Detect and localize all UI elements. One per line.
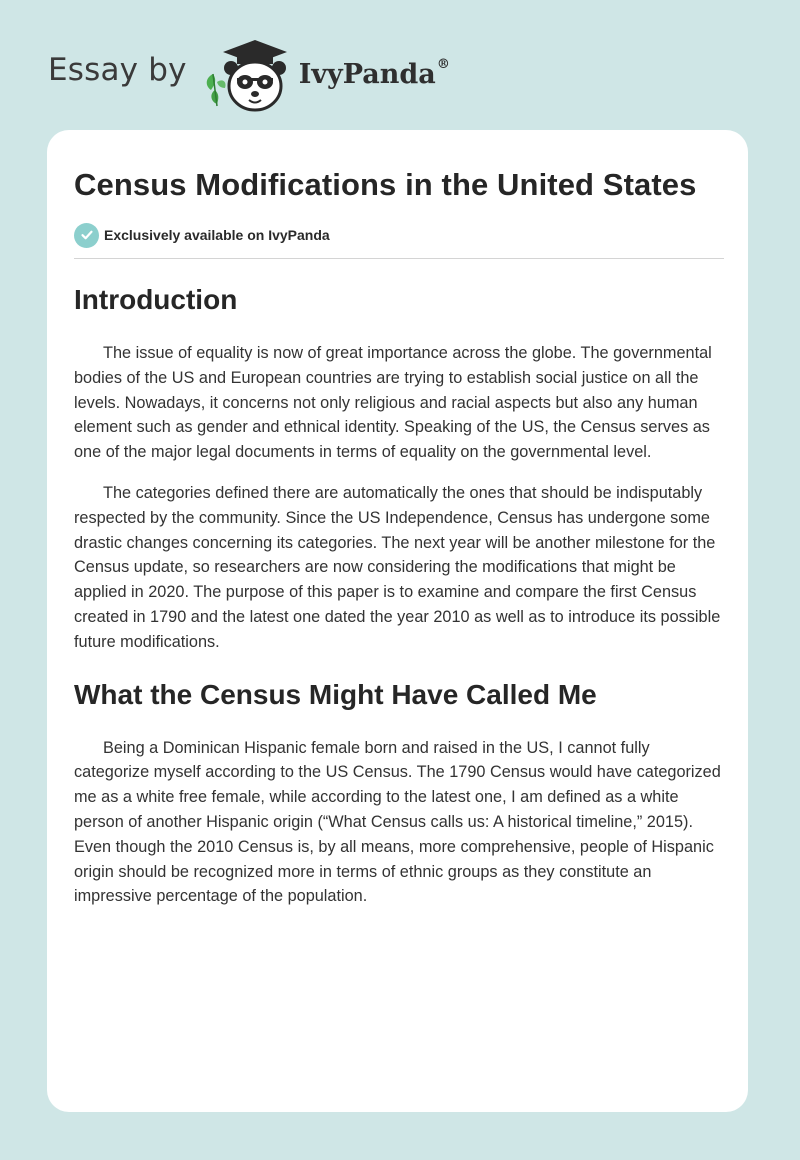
paragraph: Being a Dominican Hispanic female born and raised in the US, I cannot fully categorize myself according to the US Census. The 1790 Census would have categorized me as a white free female, while according to the latest one, I am defined as a white person of another Hispanic origin (“What Census calls us: A historical timeline,” 2015). Even though the 2010 Census is, by all means, more comprehensive, people of Hispanic origin should be recognized more in terms of ethnic groups as they constitute an impressive percentage of the population. [74, 738, 721, 906]
brand-label: IvyPanda [298, 58, 436, 90]
essay-content [74, 130, 724, 909]
essay-by-label: Essay by [48, 52, 187, 88]
page-title: Census Modifications in the United States [74, 167, 697, 202]
paragraph: The issue of equality is now of great importance across the globe. The governmental bodies of the US and European countries are trying to establish social justice on all the levels. Nowadays, it concerns not only religious and racial aspects but also any human element such as gender and ethnical identity. Speaking of the US, the Census serves as one of the major legal documents in terms of equality on the governmental level. [74, 344, 712, 462]
section-heading-introduction: Introduction [74, 284, 238, 315]
divider [74, 258, 724, 259]
essay-card [47, 130, 748, 1112]
paragraph: The categories defined there are automatically the ones that should be indisputably respected by the community. Since the US Independence, Census has undergone some drastic changes concerning its categories. The next year will be another milestone for the Census update, so researchers are now considering the modifications that might be applied in 2020. The purpose of this paper is to examine and compare the first Census created in 1790 and the latest one dated the year 2010 as well as to introduce its possible future modifications. [74, 483, 721, 651]
check-icon [74, 223, 99, 248]
exclusive-badge-label: Exclusively available on IvyPanda [104, 227, 330, 243]
section-heading-census-name: What the Census Might Have Called Me [74, 678, 597, 710]
brand-name[interactable] [298, 56, 450, 90]
site-header [48, 34, 450, 114]
exclusive-badge [74, 222, 724, 248]
registered-mark: ® [436, 56, 450, 72]
panda-logo-icon[interactable] [201, 34, 293, 114]
ivy-leaf-icon [206, 74, 225, 106]
